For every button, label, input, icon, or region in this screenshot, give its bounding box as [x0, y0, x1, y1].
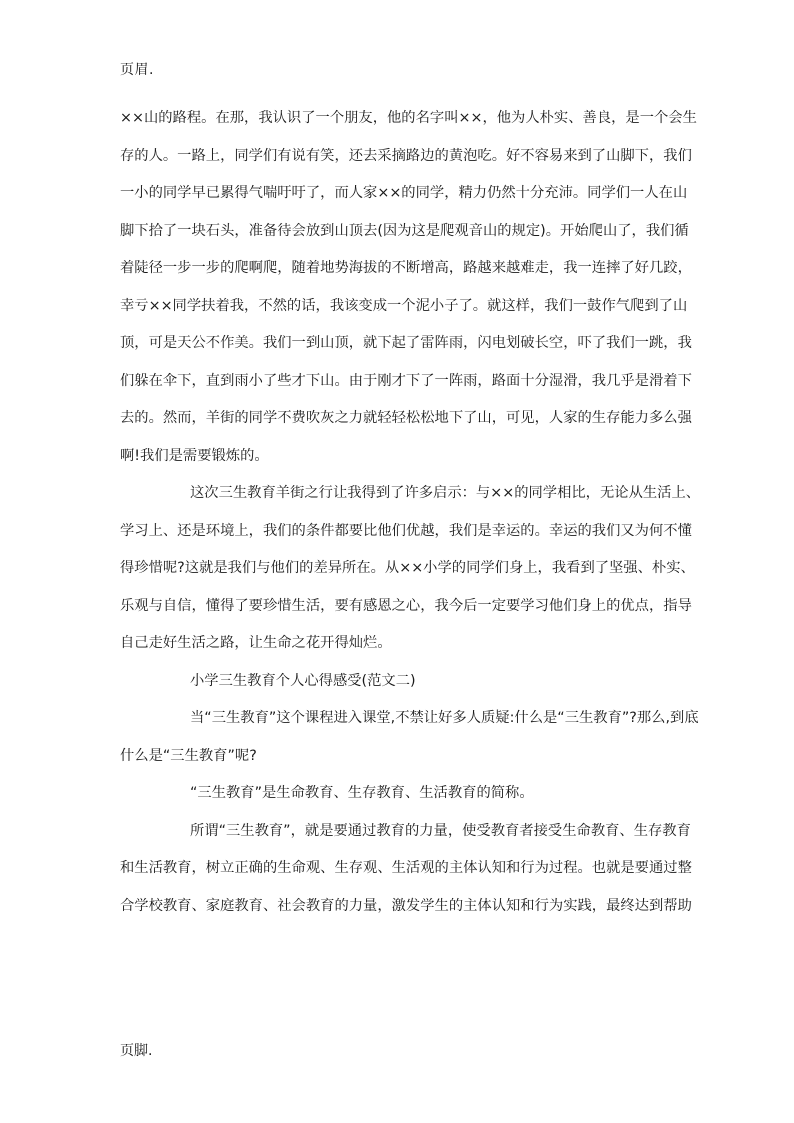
text-line: 和生活教育，树立正确的生命观、生存观、生活观的主体认知和行为过程。也就是要通过整: [120, 860, 692, 876]
text-line: 顶，可是天公不作美。我们一到山顶，就下起了雷阵雨，闪电划破长空，吓了我们一跳，我: [120, 335, 692, 351]
text-line: ××山的路程。在那，我认识了一个朋友，他的名字叫××，他为人朴实、善良，是一个会生: [120, 110, 697, 126]
text-line: 得珍惜呢?这就是我们与他们的差异所在。从××小学的同学们身上，我看到了坚强、朴实、: [120, 560, 695, 576]
text-line: 去的。然而，羊街的同学不费吹灰之力就轻轻松松地下了山，可见，人家的生存能力多么强: [120, 410, 692, 426]
text-line: 学习上、还是环境上，我们的条件都要比他们优越，我们是幸运的。幸运的我们又为何不懂: [120, 522, 692, 539]
text-line: 这次三生教育羊街之行让我得到了许多启示：与××的同学相比，无论从生活上、: [190, 485, 701, 501]
text-line: 什么是“三生教育”呢?: [120, 747, 257, 764]
page-header: 页眉.: [120, 62, 154, 78]
document-body: [120, 100, 701, 925]
text-line: 脚下拾了一块石头，准备待会放到山顶去(因为这是爬观音山的规定)。开始爬山了，我们循: [120, 222, 689, 239]
text-line: 们躲在伞下，直到雨小了些才下山。由于刚才下了一阵雨，路面十分湿滑，我几乎是滑着下: [120, 372, 692, 389]
text-line: 当“三生教育”这个课程进入课堂,不禁让好多人质疑:什么是“三生教育”?那么,到底: [190, 710, 699, 726]
text-line: 所谓“三生教育”，就是要通过教育的力量，使受教育者接受生命教育、生存教育: [190, 822, 691, 839]
text-line: 自己走好生活之路，让生命之花开得灿烂。: [120, 635, 392, 651]
text-line: 着陡径一步一步的爬啊爬，随着地势海拔的不断增高，路越来越难走，我一连摔了好几跤，: [120, 260, 692, 276]
text-line: 小学三生教育个人心得感受(范文二): [190, 672, 416, 689]
text-line: 乐观与自信，懂得了要珍惜生活，要有感恩之心，我今后一定要学习他们身上的优点，指导: [120, 597, 692, 614]
text-line: “三生教育”是生命教育、生存教育、生活教育的简称。: [190, 785, 534, 801]
text-line: 幸亏××同学扶着我，不然的话，我该变成一个泥小子了。就这样，我们一鼓作气爬到了山: [120, 297, 688, 314]
text-line: 啊!我们是需要锻炼的。: [120, 447, 269, 464]
page-footer: 页脚.: [120, 1043, 153, 1059]
text-line: 合学校教育、家庭教育、社会教育的力量，激发学生的主体认知和行为实践，最终达到帮助: [120, 897, 692, 914]
text-line: 一小的同学早已累得气喘吁吁了，而人家××的同学，精力仍然十分充沛。同学们一人在山: [120, 185, 688, 201]
text-line: 存的人。一路上，同学们有说有笑，还去采摘路边的黄泡吃。好不容易来到了山脚下，我们: [120, 147, 692, 164]
